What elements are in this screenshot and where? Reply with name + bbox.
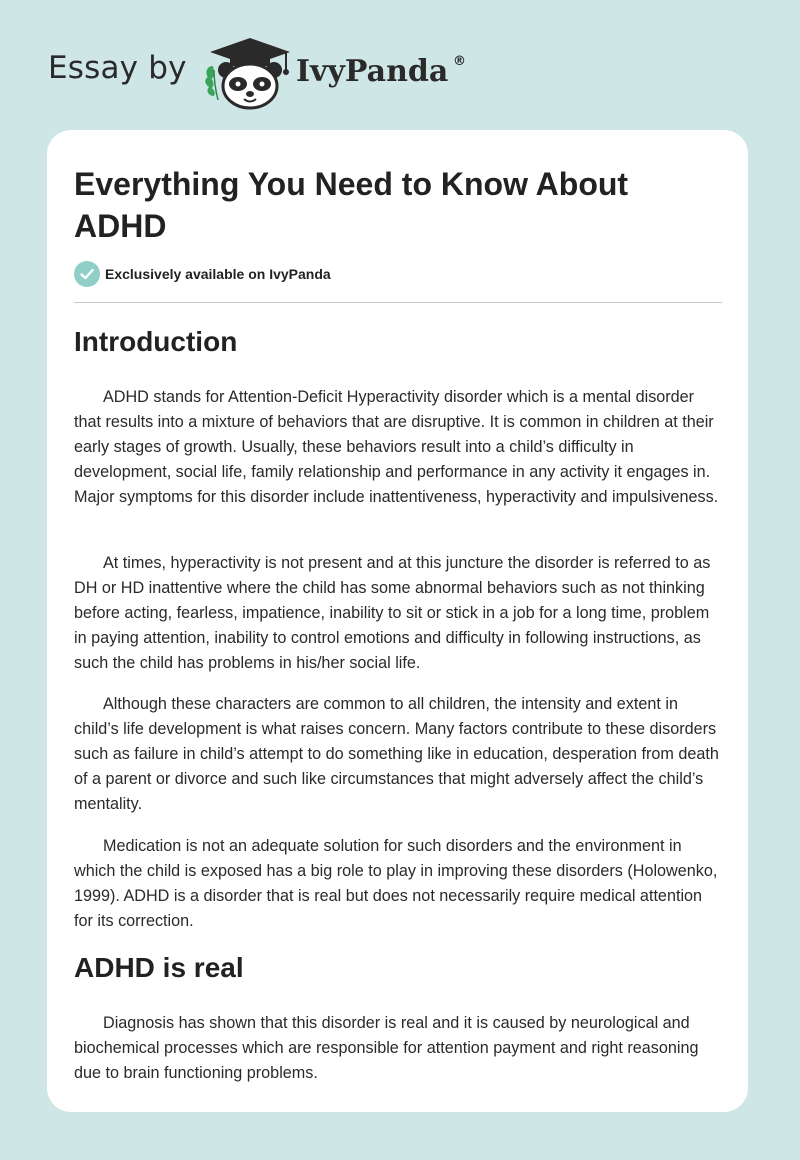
paragraph: ADHD stands for Attention-Deficit Hyperactivity disorder which is a mental disorder that results into a mixture of behaviors that are disruptive. It is common in children at their early stages of growth. Usually, these behaviors result into a child’s difficulty in development, social life, family relationship and performance in any activity it engages in. Major symptoms for this disorder include inattentiveness, hyperactivity and impulsiveness.	[74, 388, 719, 506]
ivy-leaf-icon	[205, 66, 218, 100]
brand-header	[48, 36, 488, 116]
check-icon	[74, 261, 100, 287]
section-heading-adhd-is-real: ADHD is real	[74, 952, 244, 983]
essay-title: Everything You Need to Know About ADHD	[74, 166, 629, 244]
paragraph: Medication is not an adequate solution for such disorders and the environment in which the child is exposed has a big role to play in improving these disorders (Holowenko, 1999). ADHD is a disorder that is real but does not necessarily require medical attention for its correction.	[74, 837, 718, 930]
essay-by-label: Essay by	[48, 50, 187, 86]
paragraph: At times, hyperactivity is not present and at this juncture the disorder is referred to as DH or HD inattentive where the child has some abnormal behaviors such as not thinking before acting, fearless, impatience, inability to sit or stick in a job for a long time, problem in paying attention, inability to control emotions and difficulty in following instructions, as such the child has problems in his/her social life.	[74, 554, 711, 672]
panda-logo-icon	[200, 36, 300, 110]
brand-name[interactable]: IvyPanda	[296, 54, 449, 89]
section-heading-introduction: Introduction	[74, 326, 238, 357]
paragraph: Although these characters are common to all children, the intensity and extent in child’s life development is what raises concern. Many factors contribute to these disorders such as failure in child’s attempt to do something like in education, desperation from death of a parent or divorce and such like circumstances that might adversely affect the child’s mentality.	[74, 695, 719, 813]
essay-card	[47, 130, 748, 1112]
paragraph: Diagnosis has shown that this disorder is real and it is caused by neurological and biochemical processes which are responsible for attention payment and right reasoning due to brain functioning problems.	[74, 1014, 699, 1082]
exclusive-label: Exclusively available on IvyPanda	[105, 266, 331, 282]
divider	[74, 302, 722, 303]
registered-mark: ®	[453, 54, 466, 69]
exclusive-badge	[74, 261, 331, 287]
